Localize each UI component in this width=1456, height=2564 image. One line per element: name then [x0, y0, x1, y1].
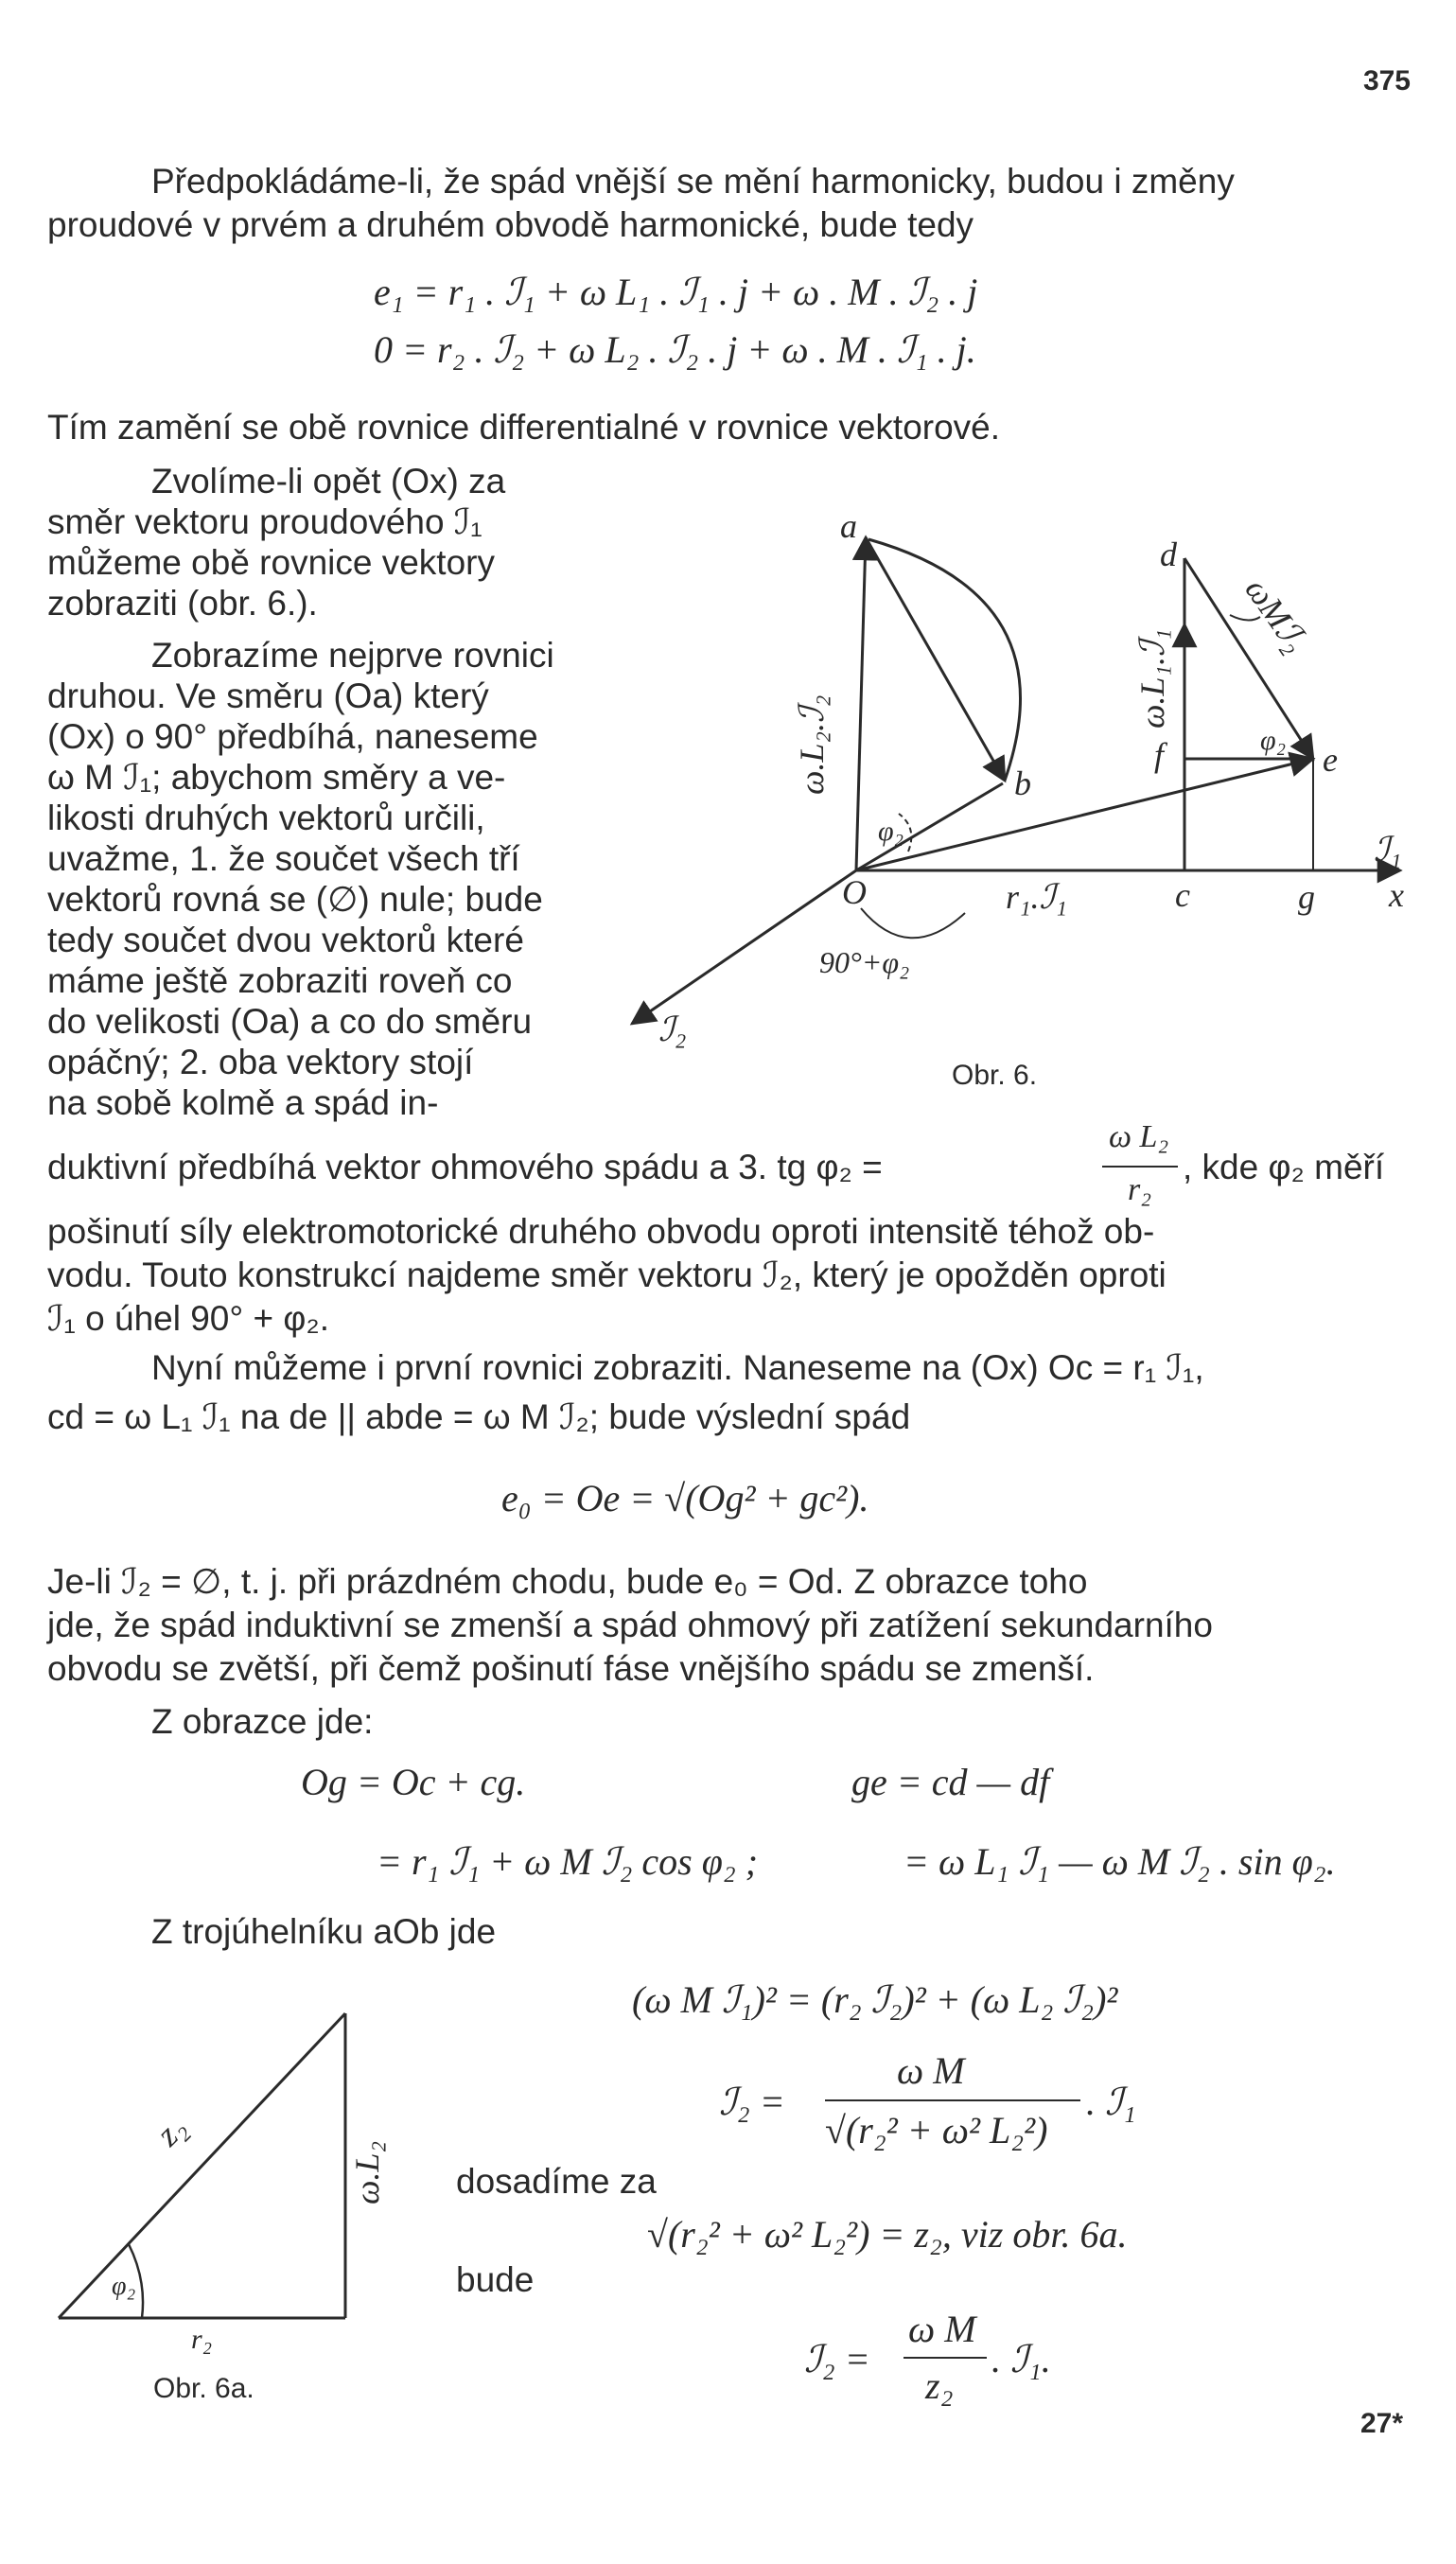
eq-final-denominator: z₂ [925, 2364, 954, 2407]
eq-final-rhs: . ℐ₁. [991, 2338, 1051, 2380]
equation-zero: 0 = r₂ . ℐ₂ + ω L₂ . ℐ₂ . j + ω . M . ℐ₁ . j. [374, 328, 976, 371]
footer-mark: 27* [1360, 2408, 1403, 2439]
column-line: máme ještě zobraziti roveň co [47, 961, 513, 1000]
eq-i2-denominator: √(r₂² + ω² L₂²) [825, 2109, 1048, 2151]
label-e: e [1323, 741, 1338, 779]
figure-6a-caption: Obr. 6a. [153, 2373, 254, 2404]
label-angle: 90°+φ₂ [819, 945, 910, 979]
column-line: můžeme obě rovnice vektory [47, 543, 495, 582]
equation-e0: e₀ = Oe = √(Og² + gc²). [501, 1477, 869, 1519]
equation-e1: e₁ = r₁ . ℐ₁ + ω L₁ . ℐ₁ . j + ω . M . ℐ₂ . j [374, 271, 978, 313]
label-f: f [1154, 736, 1165, 774]
eq-i2-bar [825, 2099, 1080, 2101]
idle-line-1: Je-li ℐ₂ = ∅, t. j. při prázdném chodu, bude e₀ = Od. Z obrazce toho [47, 1562, 1088, 1601]
tg-numerator: ω L₂ [1109, 1119, 1169, 1154]
label-a: a [840, 507, 857, 545]
label-omega-l2-j2: ω.L₂.ℐ₂ [793, 694, 831, 795]
first-line-2: cd = ω L₁ ℐ₁ na de || abde = ω M ℐ₂; bude výslední spád [47, 1397, 911, 1436]
tg-line-before: duktivní předbíhá vektor ohmového spádu a 3. tg φ₂ = [47, 1148, 883, 1186]
eq-ge-1: ge = cd — df [851, 1761, 1050, 1803]
label-d: d [1160, 536, 1177, 573]
eq-final-numerator: ω M [908, 2308, 976, 2350]
label-omega-l2: ω.L₂ [348, 2141, 386, 2204]
eq-i2-lhs: ℐ₂ = [719, 2081, 785, 2123]
eq-i2-rhs: . ℐ₁ [1086, 2081, 1136, 2123]
column-line: ω M ℐ₁; abychom směry a ve- [47, 758, 506, 797]
column-line: (Ox) o 90° předbíhá, naneseme [47, 717, 538, 756]
eq-final-lhs: ℐ₂ = [804, 2338, 870, 2380]
intro-line-2: proudové v prvém a druhém obvodě harmonické, bude tedy [47, 205, 974, 244]
sentence-vector: Tím zamění se obě rovnice differentialné v rovnice vektorové. [47, 408, 1001, 447]
label-c: c [1175, 876, 1190, 914]
column-line: do velikosti (Oa) a co do směru [47, 1002, 533, 1041]
column-line: likosti druhých vektorů určili, [47, 799, 485, 837]
result-label: bude [456, 2260, 535, 2299]
label-j2: ℐ₂ [658, 1010, 687, 1048]
tg-line-after: , kde φ₂ měří [1183, 1148, 1385, 1186]
eq-og-2: = r₁ ℐ₁ + ω M ℐ₂ cos φ₂ ; [377, 1840, 759, 1883]
eq-i2-numerator: ω M [897, 2049, 965, 2092]
label-phi: φ₂ [112, 2272, 136, 2301]
vector-ab [866, 537, 1005, 781]
figure-6 [624, 507, 1429, 1060]
figure-6a [47, 1996, 426, 2355]
hypotenuse [59, 2013, 345, 2318]
from-figure: Z obrazce jde: [151, 1702, 374, 1741]
arc-ab [868, 539, 1021, 781]
first-line-1: Nyní můžeme i první rovnici zobraziti. Naneseme na (Ox) Oc = r₁ ℐ₁, [151, 1348, 1204, 1387]
page-number: 375 [1362, 65, 1411, 97]
eq-z2: √(r₂² + ω² L₂²) = z₂, viz obr. 6a. [647, 2213, 1128, 2256]
column-line: tedy součet dvou vektorů které [47, 921, 524, 959]
label-r1-j1: r₁.ℐ₁ [1006, 878, 1067, 916]
label-r2: r₂ [191, 2324, 213, 2355]
label-g: g [1298, 878, 1315, 916]
shift-line-1: pošinutí síly elektromotorické druhého obvodu oproti intensitě téhož ob- [47, 1212, 1155, 1251]
eq-final-bar [903, 2357, 987, 2359]
shift-line-3: ℐ₁ o úhel 90° + φ₂. [47, 1299, 329, 1338]
triangle-intro: Z trojúhelníku aOb jde [151, 1912, 497, 1951]
label-phi-right: φ₂ [1260, 725, 1287, 756]
eq-ge-2: = ω L₁ ℐ₁ — ω M ℐ₂ . sin φ₂. [903, 1840, 1336, 1883]
column-line: Zvolíme-li opět (Ox) za [151, 462, 506, 501]
label-omega-l1-j1: ω.L₁.ℐ₁ [1133, 628, 1171, 729]
label-j1: ℐ₁ [1374, 831, 1402, 869]
vector-oa [856, 537, 866, 870]
column-line: uvažme, 1. že součet všech tří [47, 839, 520, 878]
label-phi-left: φ₂ [878, 816, 904, 847]
label-omega-m-j2: ωMℐ₂ [1237, 571, 1315, 659]
vector-oe [856, 759, 1313, 870]
tg-denominator: r₂ [1128, 1172, 1152, 1207]
column-line: opáčný; 2. oba vektory stojí [47, 1043, 474, 1081]
label-b: b [1014, 764, 1031, 802]
column-line: druhou. Ve směru (Oa) který [47, 676, 489, 715]
column-line: zobraziti (obr. 6.). [47, 584, 318, 623]
shift-line-2: vodu. Touto konstrukcí najdeme směr vektoru ℐ₂, který je opožděn oproti [47, 1256, 1167, 1294]
column-line: Zobrazíme nejprve rovnici [151, 636, 554, 675]
column-line: na sobě kolmě a spád in- [47, 1083, 439, 1122]
label-z2: z₂ [149, 2108, 194, 2153]
tg-fraction-bar [1102, 1166, 1178, 1168]
column-line: vektorů rovná se (∅) nule; bude [47, 880, 543, 919]
eq-triangle: (ω M ℐ₁)² = (r₂ ℐ₂)² + (ω L₂ ℐ₂)² [632, 1978, 1118, 2021]
idle-line-2: jde, že spád induktivní se zmenší a spád ohmový při zatížení sekundarního [47, 1606, 1213, 1644]
label-o: O [842, 873, 867, 911]
eq-og-1: Og = Oc + cg. [301, 1761, 526, 1803]
column-line: směr vektoru proudového ℐ₁ [47, 502, 482, 541]
figure-6-caption: Obr. 6. [952, 1060, 1038, 1091]
intro-line-1: Předpokládáme-li, že spád vnější se mění harmonicky, budou i změny [151, 162, 1235, 201]
idle-line-3: obvodu se zvětší, při čemž pošinutí fáse vnějšího spádu se zmenší. [47, 1649, 1095, 1688]
label-x: x [1389, 876, 1404, 914]
substitute-label: dosadíme za [456, 2162, 657, 2201]
